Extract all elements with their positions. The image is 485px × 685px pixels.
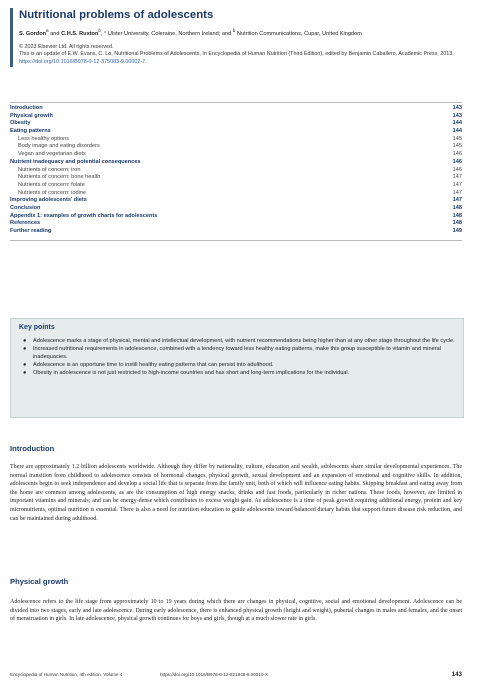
key-point-text: Obesity in adolescence is not just restricted to high-income countries and has short and long-term implications for the individual. (33, 369, 350, 376)
key-point-item (23, 370, 455, 378)
toc-entry-label: Nutrients of concern: iodine (18, 189, 87, 196)
key-point-item (23, 362, 455, 370)
introduction-paragraph: There are approximately 1.2 billion adolescents worldwide. Although they differ by nationality, culture, education and wealth, adolescents share similar developmental experiences. The normal transition from childhood to adolescence consists of hormonal changes, physical growth, sexual development and an expansion of emotional and cognitive skills. In addition, adolescents begin to seek independence and develop a social life that is separate from the family unit, both of which will influence eating habits. Skipping breakfast and eating away from the home are common among adolescents, as are the consumption of high energy snacks, drinks and fast foods, particularly in richer nations. These foods, however, are limited in important vitamins and minerals; and can be energy-dense which contributes to excess weight gain. As adolescence is a time of peak growth requiring additional energy, protein and key micronutrients, optimal nutrition is essential. There is also a need for nutrition education to guide adolescents toward balanced dietary habits that support future disease risk reduction, and can be maintained during adulthood. (10, 464, 462, 522)
toc-entry-label: Obesity (10, 120, 31, 127)
key-point-item (23, 346, 455, 361)
toc-entry-label: References (10, 220, 41, 227)
toc-entry-page: 143 (452, 105, 462, 111)
toc-entry-page: 147 (452, 189, 462, 196)
toc-entry-label: Vegan and vegetarian diets (18, 151, 86, 158)
toc-entry[interactable] (10, 190, 462, 198)
physical-growth-heading: Physical growth (10, 577, 69, 586)
toc-entry-label: Improving adolescents' diets (10, 197, 87, 204)
toc-entry[interactable] (10, 228, 462, 236)
toc-entry-page: 146 (452, 166, 462, 173)
footer-journal: Encyclopedia of Human Nutrition, 4th edition, Volume 4 (10, 672, 123, 677)
physical-growth-paragraph: Adolescence refers to the life stage from approximately 10 to 19 years during which there are changes in physical, cognitive, social and emotional development. Adolescence can be divided into two stages, early and late adolescence. During early adolescence, there is enhanced physical growth (height and weight), pubertal changes in males and females, and the onset of menstruation in girls. In late adolescence, physical growth continues for boys and girls, though at a much slower rate in girls. (10, 599, 462, 623)
toc-entry-page: 148 (452, 212, 462, 219)
author-and: and (48, 30, 62, 37)
affiliation-b-sup: b (232, 28, 236, 33)
affiliation-b: Nutrition Communications, Cupar, United Kingdom (235, 30, 362, 37)
key-point-text: Increased nutritional requirements in adolescence, combined with a tendency toward less healthy eating patterns, make this group susceptible to vitamin and mineral inadequacies. (33, 346, 441, 360)
toc-entry-page: 147 (452, 174, 462, 181)
toc-entry-label: Physical growth (10, 112, 53, 119)
toc-entry-page: 148 (452, 204, 462, 211)
toc-entry-label: Nutrient inadequacy and potential consequences (10, 158, 141, 165)
toc-entry-page: 147 (452, 181, 462, 188)
bullet-icon: ● (23, 338, 27, 344)
author-line (19, 27, 469, 38)
toc-entry-label: Conclusion (10, 204, 41, 211)
author-sup-a: a (46, 28, 49, 33)
toc-entry[interactable] (10, 143, 462, 151)
toc-entry[interactable] (10, 120, 462, 128)
article-header (10, 8, 469, 67)
footer-doi[interactable]: https://doi.org/10.1016/B978-0-12-821848-8.00010-X (160, 672, 269, 677)
key-point-text: Adolescence marks a stage of physical, mental and intellectual development, with nutrient recommendations being higher than at any other stage throughout the life cycle. (33, 338, 455, 344)
toc-entry[interactable] (10, 174, 462, 182)
page-footer (10, 671, 462, 678)
key-points-heading: Key points (19, 324, 55, 331)
bullet-icon: ● (23, 369, 27, 376)
toc-entry[interactable] (10, 182, 462, 190)
toc-entry[interactable] (10, 197, 462, 205)
toc-entry-page: 147 (452, 197, 462, 204)
toc-entry[interactable] (10, 113, 462, 121)
footer-page-number: 143 (451, 671, 462, 678)
toc-entry-label: Less healthy options (18, 135, 69, 142)
affiliation-a: , ° Ulster University, Coleraine, Northern Ireland; and (100, 30, 233, 37)
toc-entry[interactable] (10, 128, 462, 136)
introduction-heading: Introduction (10, 444, 55, 453)
article-title: Nutritional problems of adolescents (19, 9, 214, 21)
toc-entry-label: Nutrients of concern: bone health (18, 174, 101, 181)
toc-entry[interactable] (10, 105, 462, 113)
table-of-contents (10, 102, 462, 241)
update-note (19, 51, 469, 66)
key-point-text: Adolescence is an opportune time to instill healthy eating patterns that can persist into adulthood. (33, 361, 274, 368)
toc-entry[interactable] (10, 220, 462, 228)
author-sup-b: b (98, 28, 101, 33)
update-note-text: This is an update of E.W. Evans, C. Lo, Nutritional Problems of Adolescents, In Encyclopedia of Human Nutrition (Third Edition), edited by Benjamin Caballero, Academic Press, 2013, (19, 51, 454, 58)
toc-entry-page: 144 (452, 128, 462, 135)
toc-entry-label: Introduction (10, 105, 43, 111)
toc-entry-label: Body image and eating disorders (18, 143, 100, 150)
toc-entry[interactable] (10, 136, 462, 144)
toc-entry-label: Nutrients of concern: iron (18, 166, 81, 173)
toc-entry-page: 143 (452, 112, 462, 119)
author-name-2: C.H.S. Ruxton (61, 30, 99, 37)
key-point-item (23, 338, 455, 346)
bullet-icon: ● (23, 346, 27, 353)
toc-entry-page: 149 (452, 228, 462, 234)
key-points-list (23, 338, 455, 378)
copyright-block (19, 44, 469, 67)
toc-entry-page: 144 (452, 120, 462, 127)
toc-entry[interactable] (10, 151, 462, 159)
toc-entry[interactable] (10, 213, 462, 221)
toc-entry-page: 146 (452, 158, 462, 165)
toc-entry[interactable] (10, 205, 462, 213)
toc-entry[interactable] (10, 159, 462, 167)
bullet-icon: ● (23, 361, 27, 368)
update-doi-link[interactable]: https://doi.org/10.1016/B978-0-12-375083-9.00002-7. (19, 59, 147, 66)
toc-entry-page: 145 (452, 135, 462, 142)
author-name-1: S. Gordon (19, 30, 47, 37)
toc-entry-label: Appendix 1: examples of growth charts for adolescents (10, 212, 158, 219)
copyright-line: © 2023 Elsevier Ltd. All rights reserved. (19, 43, 114, 50)
toc-entry-label: Nutrients of concern: folate (18, 181, 85, 188)
toc-entry-page: 148 (452, 220, 462, 227)
toc-entry-page: 146 (452, 151, 462, 158)
key-points-box (10, 318, 464, 418)
toc-entry[interactable] (10, 167, 462, 175)
toc-entry-page: 145 (452, 143, 462, 150)
toc-entry-label: Further reading (10, 228, 52, 234)
toc-entry-label: Eating patterns (10, 128, 51, 135)
